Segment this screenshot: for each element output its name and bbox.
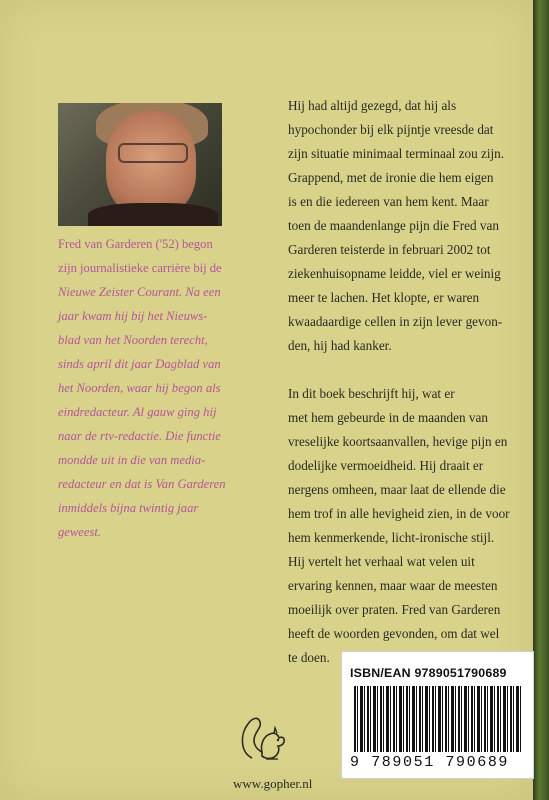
- bio-line: inmiddels bijna twintig jaar: [58, 501, 199, 515]
- blurb-line: Grappend, met de ironie die hem eigen: [288, 170, 494, 185]
- bio-line: eindredacteur. Al gauw ging hij: [58, 405, 217, 419]
- front-cover-edge: [533, 0, 549, 800]
- author-photo-glasses: [118, 143, 188, 163]
- author-photo-face: [106, 111, 196, 216]
- bio-line: geweest.: [58, 525, 102, 539]
- publisher-url: www.gopher.nl: [233, 776, 313, 791]
- isbn-barcode-sticker: [341, 651, 534, 779]
- blurb-line: zijn situatie minimaal terminaal zou zijn.: [288, 146, 505, 161]
- bio-line: redacteur en dat is Van Garderen: [58, 477, 226, 491]
- bio-line: Fred van Garderen ('52) begon: [58, 237, 213, 251]
- blurb-line: met hem gebeurde in de maanden van: [288, 410, 488, 425]
- bio-line: zijn journalistieke carrière bij de: [58, 261, 222, 275]
- bio-line: het Noorden, waar hij begon als: [58, 381, 221, 395]
- blurb-line: vreselijke koortsaanvallen, hevige pijn en: [288, 434, 508, 449]
- author-photo: [58, 103, 222, 226]
- blurb-line: toen de maandenlange pijn die Fred van: [288, 218, 499, 233]
- blurb-line: hem trof in alle hevigheid zien, in de voor: [288, 506, 510, 521]
- author-bio: [58, 232, 238, 544]
- blurb-line: nergens omheen, maar laat de ellende die: [288, 482, 506, 497]
- blurb-line: meer te lachen. Het klopte, er waren: [288, 290, 480, 305]
- blurb-line: Hij vertelt het verhaal wat velen uit: [288, 554, 475, 569]
- blurb-line: is en die iedereen van hem kent. Maar: [288, 194, 489, 209]
- bio-line: jaar kwam hij bij het Nieuws-: [58, 309, 208, 323]
- blurb-line: kwaadaardige cellen in zijn lever gevon-: [288, 314, 503, 329]
- blurb-line: hypochonder bij elk pijntje vreesde dat: [288, 122, 494, 137]
- blurb-line: Garderen teisterde in februari 2002 tot: [288, 242, 491, 257]
- bio-line: mondde uit in die van media-: [58, 453, 206, 467]
- blurb-line: dodelijke vermoeidheid. Hij draait er: [288, 458, 484, 473]
- blurb-line: ervaring kennen, maar waar de meesten: [288, 578, 498, 593]
- bio-line: blad van het Noorden terecht,: [58, 333, 208, 347]
- author-photo-collar: [88, 203, 218, 226]
- blurb-paragraph-1: [288, 94, 520, 358]
- barcode-digits: 9 789051 790689: [350, 754, 510, 771]
- bio-line: naar de rtv-redactie. Die functie: [58, 429, 221, 443]
- barcode-bars: [354, 686, 522, 752]
- isbn-label: ISBN/EAN 9789051790689: [350, 666, 507, 680]
- blurb-line: hem kenmerkende, licht-ironische stijl.: [288, 530, 495, 545]
- blurb-line: den, hij had kanker.: [288, 338, 392, 353]
- blurb-line: moeilijk over praten. Fred van Garderen: [288, 602, 501, 617]
- blurb-line: ziekenhuisopname leidde, viel er weinig: [288, 266, 501, 281]
- gopher-squirrel-logo-icon: [238, 712, 292, 764]
- bio-line: sinds april dit jaar Dagblad van: [58, 357, 221, 371]
- blurb-line: In dit boek beschrijft hij, wat er: [288, 386, 455, 401]
- blurb-paragraph-2: [288, 382, 520, 670]
- blurb-line: te doen.: [288, 650, 330, 665]
- blurb-line: Hij had altijd gezegd, dat hij als: [288, 98, 457, 113]
- blurb-line: heeft de woorden gevonden, om dat wel: [288, 626, 500, 641]
- bio-line: Nieuwe Zeister Courant. Na een: [58, 285, 221, 299]
